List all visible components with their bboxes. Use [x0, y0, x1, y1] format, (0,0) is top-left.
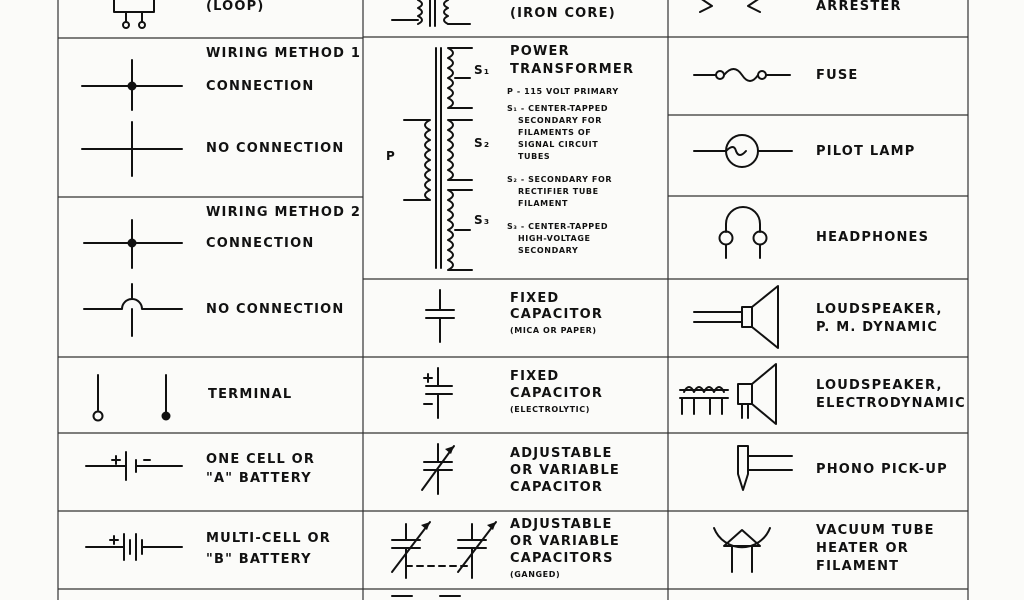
wiring-method-1-heading: WIRING METHOD 1 [206, 46, 362, 61]
s2-winding-label: S₂ [474, 136, 491, 150]
multi-cell-battery-symbol [86, 534, 182, 560]
no-connection-2-label: NO CONNECTION [206, 302, 345, 317]
one-cell-label-line1: ONE CELL OR [206, 452, 316, 467]
vacuum-tube-label-line3: FILAMENT [816, 559, 900, 574]
loudspeaker-electrodynamic-symbol [680, 364, 776, 424]
pilot-lamp-label: PILOT LAMP [816, 144, 916, 159]
vacuum-tube-heater-symbol [714, 528, 770, 572]
transformer-desc-line: P - 115 VOLT PRIMARY [507, 87, 619, 96]
iron-core-transformer-symbol [392, 0, 470, 26]
transformer-desc-line: S₃ - CENTER-TAPPED [507, 222, 609, 231]
s1-winding-label: S₁ [474, 63, 491, 77]
fixed-cap-electrolytic-label-line2: CAPACITOR [510, 386, 604, 401]
terminal-label: TERMINAL [208, 387, 293, 402]
power-transformer-label-line1: POWER [510, 44, 570, 59]
vacuum-tube-label-line1: VACUUM TUBE [816, 523, 935, 538]
loudspeaker-ed-label-line1: LOUDSPEAKER, [816, 378, 943, 393]
fixed-cap-label-line1: FIXED [510, 291, 560, 306]
transformer-desc-line: S₂ - SECONDARY FOR [507, 175, 613, 184]
iron-core-label: (IRON CORE) [510, 6, 616, 21]
transformer-desc-line: TUBES [518, 152, 551, 161]
transformer-desc-line: FILAMENTS OF [518, 128, 592, 137]
ganged-cap-label-line2: OR VARIABLE [510, 534, 621, 549]
transformer-desc-line: SECONDARY [518, 246, 579, 255]
headphones-label: HEADPHONES [816, 230, 930, 245]
loudspeaker-pm-symbol [694, 286, 778, 348]
wiring2-no-connection-symbol [84, 284, 182, 336]
s3-winding-label: S₃ [474, 213, 491, 227]
transformer-desc-line: SIGNAL CIRCUIT [518, 140, 599, 149]
transformer-desc-line: SECONDARY FOR [518, 116, 602, 125]
fuse-symbol [694, 69, 790, 81]
fixed-capacitor-electrolytic-symbol [424, 368, 452, 418]
adjustable-capacitor-symbol [422, 444, 454, 494]
adjustable-cap-label-line3: CAPACITOR [510, 480, 604, 495]
ganged-cap-label-line3: CAPACITORS [510, 551, 614, 566]
transformer-desc-line: FILAMENT [518, 199, 569, 208]
fixed-cap-electrolytic-label-line1: FIXED [510, 369, 560, 384]
phono-pickup-label: PHONO PICK-UP [816, 462, 948, 477]
fuse-label: FUSE [816, 68, 859, 83]
adjustable-cap-label-line2: OR VARIABLE [510, 463, 621, 478]
fixed-cap-electrolytic-label-line3: (ELECTROLYTIC) [510, 405, 590, 414]
vacuum-tube-label-line2: HEATER OR [816, 541, 909, 556]
pilot-lamp-symbol [694, 135, 792, 167]
loudspeaker-ed-label-line2: ELECTRODYNAMIC [816, 396, 966, 411]
primary-winding-label: P [386, 149, 396, 163]
phono-pickup-symbol [738, 446, 792, 490]
adjustable-cap-label-line1: ADJUSTABLE [510, 446, 613, 461]
power-transformer-symbol [404, 48, 472, 270]
loudspeaker-pm-label-line1: LOUDSPEAKER, [816, 302, 943, 317]
headphones-symbol [720, 207, 767, 258]
wiring1-connection-symbol [82, 60, 182, 110]
ganged-cap-label-line4: (GANGED) [510, 570, 561, 579]
no-connection-1-label: NO CONNECTION [206, 141, 345, 156]
loop-antenna-symbol [114, 0, 154, 28]
wiring1-no-connection-symbol [82, 122, 182, 176]
wiring-method-2-heading: WIRING METHOD 2 [206, 205, 362, 220]
fixed-cap-label-line3: (MICA OR PAPER) [510, 326, 597, 335]
wiring2-connection-symbol [84, 220, 182, 268]
transformer-desc-line: RECTIFIER TUBE [518, 187, 599, 196]
connection-2-label: CONNECTION [206, 236, 315, 251]
arrester-label: ARRESTER [816, 0, 902, 14]
transformer-desc-line: HIGH-VOLTAGE [518, 234, 591, 243]
fixed-capacitor-mica-symbol [426, 290, 454, 342]
loudspeaker-pm-label-line2: P. M. DYNAMIC [816, 320, 939, 335]
arrester-symbol [700, 0, 760, 12]
connection-1-label: CONNECTION [206, 79, 315, 94]
terminal-symbol [94, 375, 171, 421]
transformer-desc-line: S₁ - CENTER-TAPPED [507, 104, 609, 113]
ganged-capacitors-symbol [392, 522, 496, 578]
power-transformer-label-line2: TRANSFORMER [510, 62, 635, 77]
multi-cell-label-line2: "B" BATTERY [206, 552, 312, 567]
ganged-cap-label-line1: ADJUSTABLE [510, 517, 613, 532]
one-cell-label-line2: "A" BATTERY [206, 471, 312, 486]
loop-label: (LOOP) [206, 0, 265, 14]
multi-cell-label-line1: MULTI-CELL OR [206, 531, 331, 546]
one-cell-battery-symbol [86, 452, 182, 480]
fixed-cap-label-line2: CAPACITOR [510, 307, 604, 322]
